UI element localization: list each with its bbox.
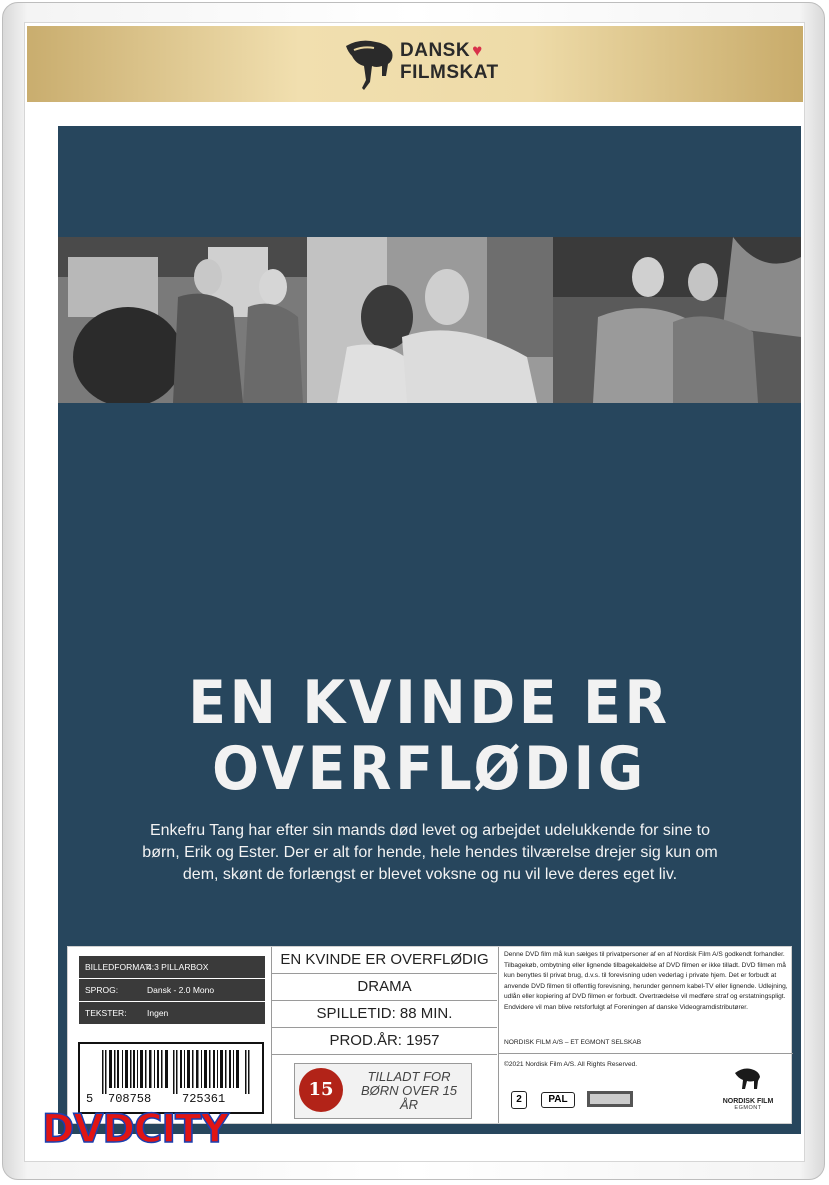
spec-key: BILLEDFORMAT: bbox=[85, 962, 151, 972]
nordisk-film-logo bbox=[713, 1065, 783, 1117]
barcode-group-2: 725361 bbox=[182, 1092, 226, 1106]
dolby-digital-logo-icon bbox=[587, 1091, 633, 1107]
film-title-line-2: OVERFLØDIG bbox=[212, 734, 647, 804]
info-block bbox=[67, 946, 792, 1124]
polar-bear-icon bbox=[733, 1065, 763, 1091]
field-runtime: SPILLETID: 88 MIN. bbox=[271, 1001, 497, 1028]
legal-section bbox=[498, 947, 793, 1123]
film-title bbox=[88, 670, 772, 802]
field-genre: DRAMA bbox=[271, 974, 497, 1001]
spec-row-language bbox=[79, 979, 265, 1001]
spec-value: Ingen bbox=[147, 1008, 169, 1018]
barcode-group-1: 708758 bbox=[108, 1092, 152, 1106]
film-fields bbox=[271, 947, 497, 1055]
spec-key: SPROG: bbox=[85, 985, 119, 995]
specs-table bbox=[79, 956, 265, 1025]
brand-line-1: DANSK ♥ bbox=[400, 40, 483, 61]
legal-divider bbox=[499, 1053, 793, 1054]
barcode-digits bbox=[86, 1092, 256, 1106]
spec-row-subtitles bbox=[79, 1002, 265, 1024]
spec-value: Dansk - 2.0 Mono bbox=[147, 985, 215, 995]
pal-badge: PAL bbox=[541, 1092, 575, 1108]
film-title-line-1: EN KVINDE ER bbox=[188, 668, 671, 738]
age-rating bbox=[271, 1055, 498, 1124]
brand-line-2: FILMSKAT bbox=[400, 62, 499, 83]
age-rating-text: TILLADT FOR BØRN OVER 15 ÅR bbox=[360, 1069, 458, 1112]
legal-text: Denne DVD film må kun sælges til privatpersoner af en af Nordisk Film A/S godkendt forhandler. Tilbagekøb, ombytning eller lignende tilbagekaldelse af DVD filmen er ikke tilladt. DVD filmen må kun benyttes til privat brug, d.v.s. til forevisning uden vederlag i private hjem. Det er forbudt at anvende DVD filmen til offentlig forevisning, herunder gennem kabel-TV eller lignende. Udlejning, udlån eller kopiering af DVD filmen er forbudt. Overtrædelse vil medføre straf og erstatningspligt. Endvidere vil man blive retsforfulgt af Foreningen af danske Videogramdistributører. bbox=[504, 951, 788, 1011]
spec-value: 4:3 PILLARBOX bbox=[147, 962, 209, 972]
legal-company: NORDISK FILM A/S – ET EGMONT SELSKAB bbox=[504, 1039, 642, 1046]
synopsis: Enkefru Tang har efter sin mands død levet og arbejdet udelukkende for sine to børn, Erik og Ester. Der er alt for hende, hele hendes tilværelse drejer sig kun om dem, skønt de forlængst er blevet voksne og nu vil leve deres eget liv. bbox=[142, 822, 718, 883]
bear-logo-icon bbox=[342, 36, 396, 94]
film-still-3 bbox=[553, 237, 801, 403]
age-rating-badge: 15 bbox=[299, 1068, 343, 1112]
dansk-filmskat-logo bbox=[342, 36, 532, 94]
film-still-2 bbox=[307, 237, 553, 403]
region-badge: 2 bbox=[511, 1091, 527, 1109]
copyright: ©2021 Nordisk Film A/S. All Rights Reserved. bbox=[504, 1061, 638, 1068]
spec-row-format bbox=[79, 956, 265, 978]
barcode-bars bbox=[102, 1050, 250, 1094]
dvdcity-watermark: DVDCITY bbox=[42, 1107, 228, 1152]
spec-key: TEKSTER: bbox=[85, 1008, 127, 1018]
barcode-digit-lead: 5 bbox=[86, 1092, 94, 1106]
heart-icon: ♥ bbox=[472, 41, 483, 60]
distributor-sub: EGMONT bbox=[734, 1105, 762, 1111]
film-still-1 bbox=[58, 237, 307, 403]
field-year: PROD.ÅR: 1957 bbox=[271, 1028, 497, 1055]
age-rating-label bbox=[294, 1063, 472, 1119]
field-title: EN KVINDE ER OVERFLØDIG bbox=[271, 947, 497, 974]
distributor-name: NORDISK FILM bbox=[722, 1098, 774, 1105]
barcode bbox=[78, 1042, 264, 1114]
